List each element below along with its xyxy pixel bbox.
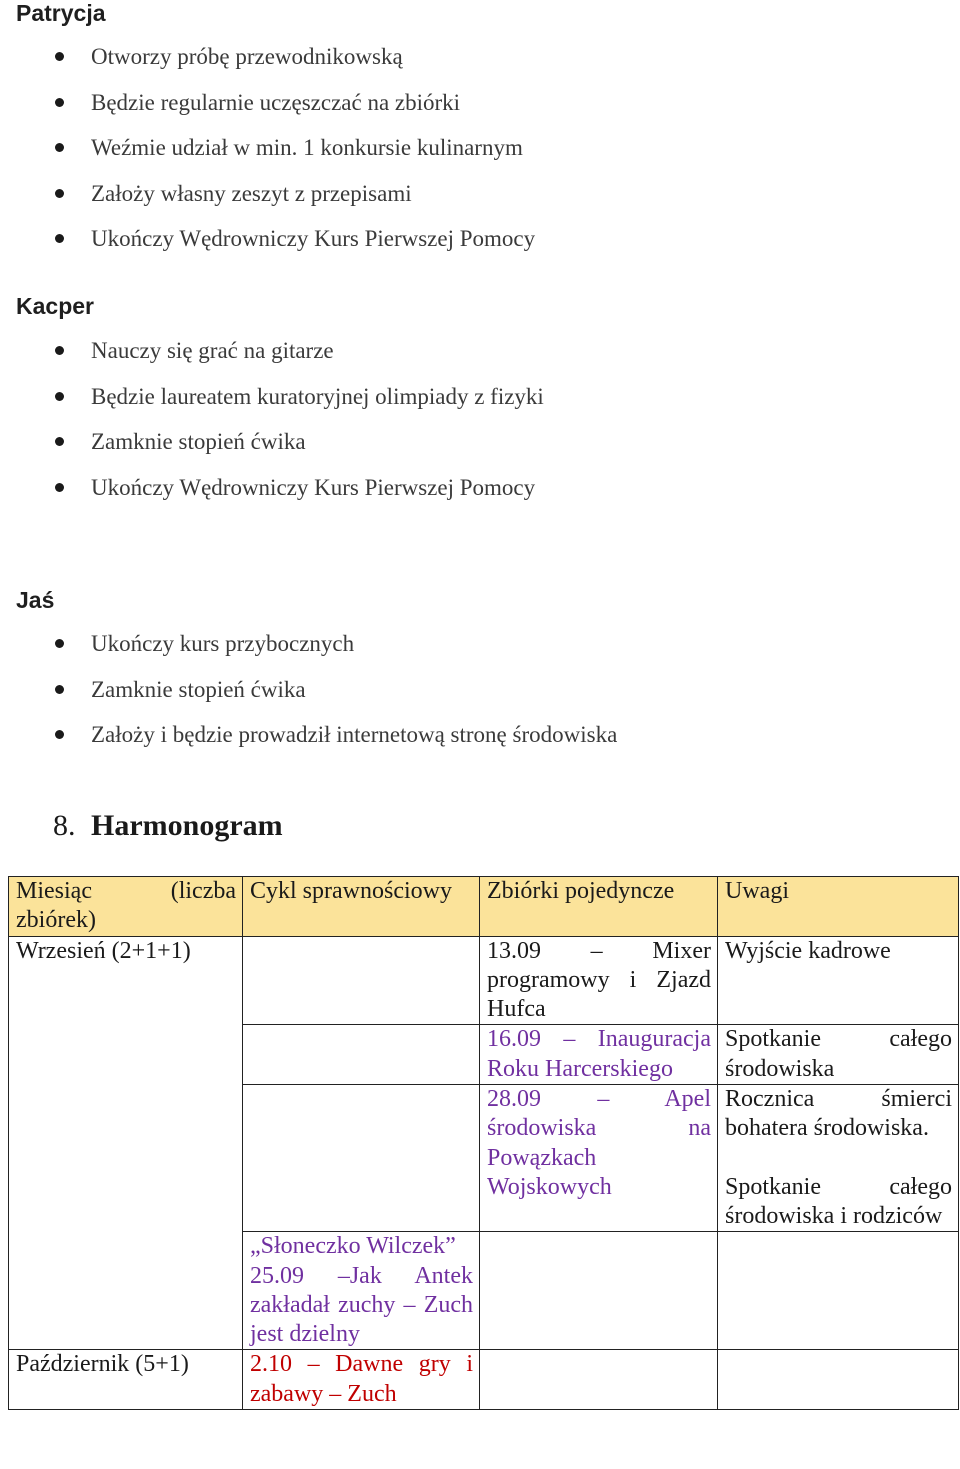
note-cell [718,1350,959,1410]
list-item: Nauczy się grać na gitarze [0,339,544,385]
note-cell [718,1232,959,1350]
table-row [9,936,959,1025]
list-item: Zamknie stopień ćwika [0,430,544,476]
bullet-icon [55,685,64,694]
cycle-cell: 2.10 – Dawne gry i zabawy – Zuch [243,1350,480,1410]
table-header-row [9,877,959,937]
table-row [9,1350,959,1410]
bullet-icon [55,234,64,243]
bullet-icon [55,483,64,492]
goals-list-kacper [0,339,544,521]
bullet-icon [55,392,64,401]
note-text: Spotkanie całego środowiska i rodziców [725,1173,952,1229]
header-cycle: Cykl sprawnościowy [243,877,480,937]
cycle-cell [243,1025,480,1085]
note-text: Rocznica śmierci bohatera środowiska. [725,1086,952,1142]
bullet-icon [55,143,64,152]
section-number: 8. [53,809,76,842]
list-item: Ukończy Wędrowniczy Kurs Pierwszej Pomocy [0,476,544,522]
event-cell [480,1232,718,1350]
cycle-text: 25.09 –Jak Antek zakładał zuchy – Zuch jest dzielny [250,1262,473,1348]
goals-list-patrycja [0,45,535,273]
goals-list-jas [0,632,617,769]
list-item: Będzie laureatem kuratoryjnej olimpiady z fizyki [0,385,544,431]
list-item: Założy i będzie prowadził internetową stronę środowiska [0,723,617,769]
bullet-icon [55,346,64,355]
list-item: Ukończy kurs przybocznych [0,632,617,678]
header-single: Zbiórki pojedyncze [480,877,718,937]
person-heading-jas: Jaś [16,587,55,613]
bullet-icon [55,639,64,648]
cycle-cell [243,1232,480,1350]
event-cell: 28.09 – Apel środowiska na Powązkach Wojskowych [480,1085,718,1232]
person-heading-patrycja: Patrycja [16,0,106,26]
schedule-table [8,876,959,1410]
cycle-cell [243,1085,480,1232]
list-item: Ukończy Wędrowniczy Kurs Pierwszej Pomocy [0,227,535,273]
cycle-title: „Słoneczko Wilczek” [250,1233,456,1260]
person-heading-kacper: Kacper [16,293,94,319]
note-cell: Spotkanie całego środowiska [718,1025,959,1085]
header-month: Miesiąc (liczba zbiórek) [9,877,243,937]
event-cell: 13.09 – Mixer programowy i Zjazd Hufca [480,936,718,1025]
section-title: Harmonogram [91,809,283,842]
list-item: Założy własny zeszyt z przepisami [0,182,535,228]
section-heading [53,809,283,843]
header-notes: Uwagi [718,877,959,937]
bullet-icon [55,730,64,739]
month-cell-wrzesien: Wrzesień (2+1+1) [9,936,243,1350]
list-item: Będzie regularnie uczęszczać na zbiórki [0,91,535,137]
list-item: Otworzy próbę przewodnikowską [0,45,535,91]
note-cell [718,1085,959,1232]
bullet-icon [55,437,64,446]
note-cell: Wyjście kadrowe [718,936,959,1025]
month-cell-pazdziernik: Październik (5+1) [9,1350,243,1410]
list-item: Zamknie stopień ćwika [0,678,617,724]
bullet-icon [55,52,64,61]
bullet-icon [55,189,64,198]
event-cell [480,1350,718,1410]
bullet-icon [55,98,64,107]
cycle-cell [243,936,480,1025]
list-item: Weźmie udział w min. 1 konkursie kulinarnym [0,136,535,182]
event-cell: 16.09 – Inauguracja Roku Harcerskiego [480,1025,718,1085]
